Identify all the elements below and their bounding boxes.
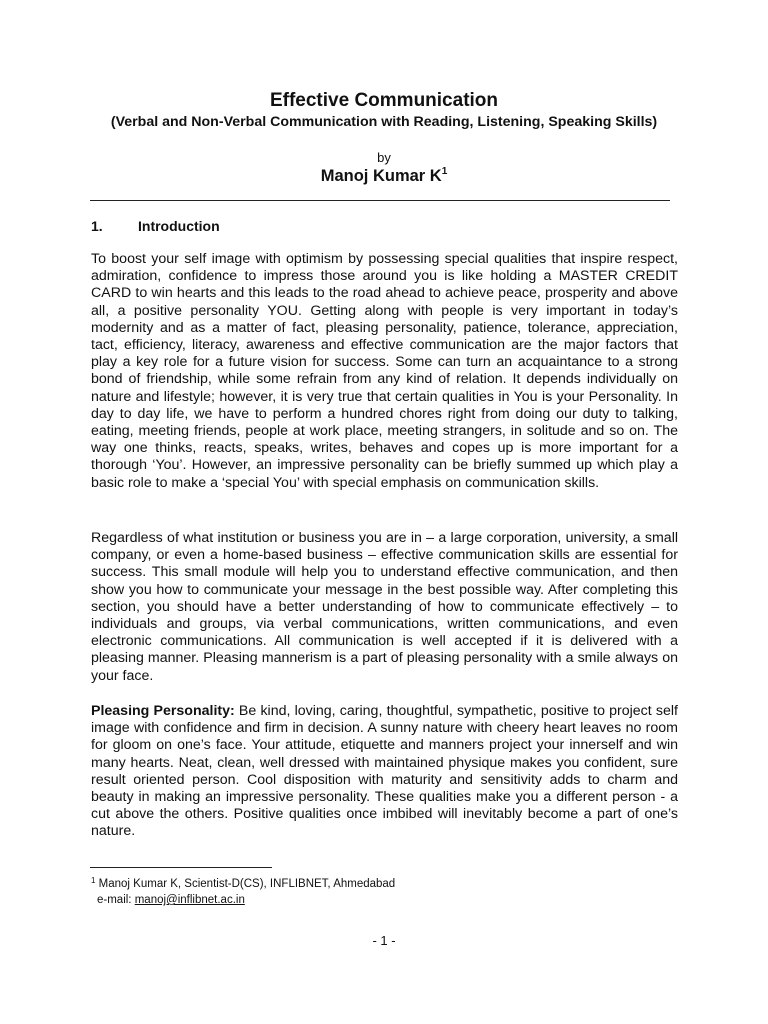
document-title: Effective Communication (269, 90, 499, 111)
byline-by: by (377, 150, 391, 165)
footnote-mark: 1 (91, 876, 96, 885)
footnote-email-line (91, 892, 395, 908)
document-subtitle: (Verbal and Non-Verbal Communication with Reading, Listening, Speaking Skills) (110, 114, 658, 130)
footnote-affiliation (91, 873, 395, 892)
footnote (91, 873, 395, 908)
section-number: 1. (91, 218, 103, 234)
paragraph-intro: To boost your self image with optimism by possessing special qualities that inspire respect, admiration, confidence to impress those around you is like holding a MASTER CREDIT CARD to win hearts and this leads to the road ahead to achieve peace, prosperity and above all, a positive personality YOU. Getting along with people is very important in today’s modernity and as a matter of fact, pleasing personality, patience, tolerance, appreciation, tact, efficiency, literacy, awareness and effective communication are the major factors that play a key role for a future vision for success. Some can turn an acquaintance to a strong bond of friendship, while some refrain from any kind of relation. It depends individually on nature and lifestyle; however, it is very true that certain qualities in You is your Personality. In day to day life, we have to perform a hundred chores right from doing our duty to talking, eating, meeting friends, people at work place, meeting strangers, in solitude and so on. The way one thinks, reacts, speaks, writes, behaves and copes up is more important for a thorough ‘You’. However, an impressive personality can be briefly summed up which play a basic role to make a ‘special You’ with special emphasis on communication skills. (91, 251, 678, 491)
author-name-text: Manoj Kumar K (320, 167, 442, 185)
header-divider (90, 200, 670, 201)
section-heading (91, 218, 220, 234)
paragraph-pleasing-personality (91, 703, 678, 841)
paragraph-pleasing-personality-text: Be kind, loving, caring, thoughtful, sympathetic, positive to project self image with confidence and firm in decision. A sunny nature with cheery heart leaves no room for gloom on one’s face. Your attitude, etiquette and manners project your innerself and win many hearts. Neat, clean, well dressed with maintained physique makes you confident, sure result oriented person. Cool disposition with maturity and sensitivity adds to charm and beauty in making an impressive personality. These qualities make you a different person - a cut above the others. Positive qualities once imbibed will inevitably become a part of one’s nature. (91, 703, 678, 840)
author-name (0, 166, 768, 186)
footnote-email-label: e-mail: (97, 894, 132, 906)
footnote-divider (90, 867, 272, 868)
author-footnote-mark: 1 (441, 166, 448, 177)
section-title: Introduction (138, 218, 220, 234)
paragraph-effective-communication: Regardless of what institution or business you are in – a large corporation, university, a small company, or even a home-based business – effective communication skills are essential for success. This small module will help you to understand effective communication, and then show you how to communicate your message in the best possible way. After completing this section, you should have a better understanding of how to communicate effectively – to individuals and groups, via verbal communications, written communications, and even electronic communications. All communication is well accepted if it is delivered with a pleasing manner. Pleasing mannerism is a part of pleasing personality with a smile always on your face. (91, 530, 678, 684)
footnote-email-link[interactable]: manoj@inflibnet.ac.in (134, 894, 245, 906)
paragraph-lead-term: Pleasing Personality: (91, 703, 235, 719)
page-number: - 1 - (372, 933, 396, 948)
footnote-text: Manoj Kumar K, Scientist-D(CS), INFLIBNET, Ahmedabad (98, 878, 396, 890)
